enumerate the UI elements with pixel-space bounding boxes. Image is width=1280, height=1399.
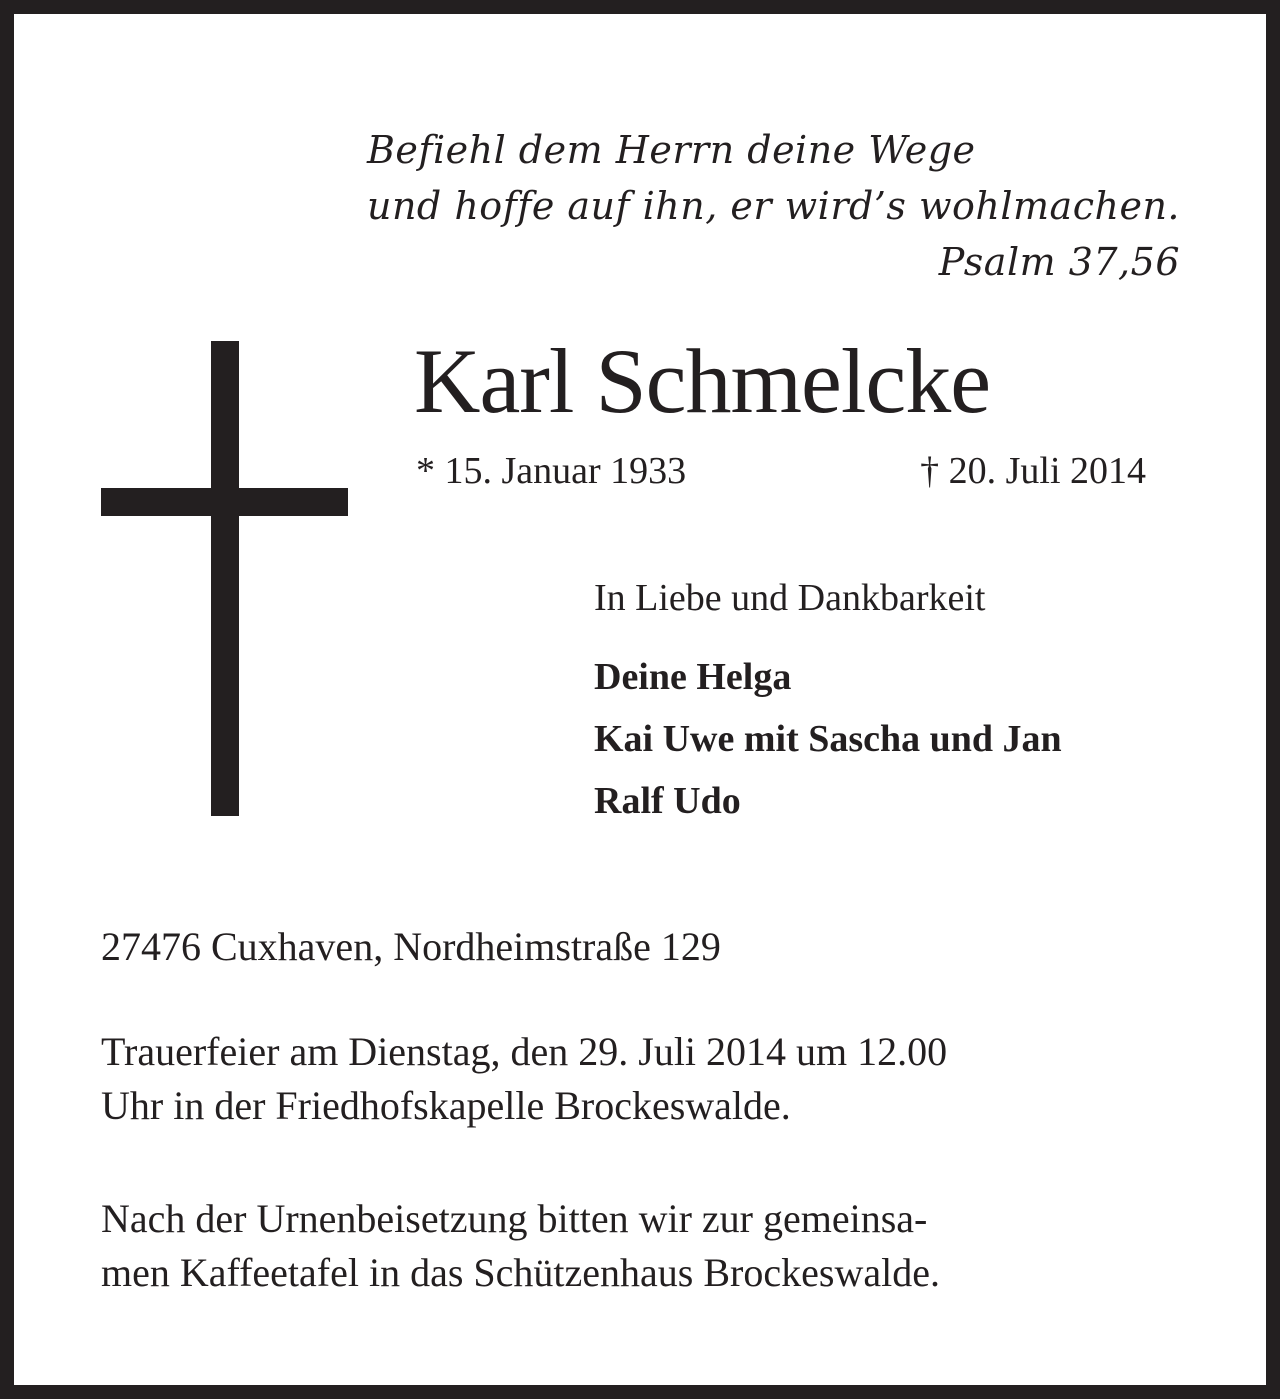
service-line-2: Uhr in der Friedhofskapelle Brockeswalde. (101, 1083, 791, 1128)
address: 27476 Cuxhaven, Nordheimstraße 129 (101, 924, 721, 969)
verse-reference: Psalm 37,56 (938, 240, 1180, 284)
cross-vertical-bar (211, 341, 239, 816)
verse-line-2: und hoffe auf ihn, er wird’s wohlmachen. (366, 184, 1180, 228)
funeral-service-notice (101, 1025, 947, 1133)
mourner: Deine Helga (594, 656, 792, 698)
death-date: † 20. Juli 2014 (920, 450, 1146, 492)
deceased-name: Karl Schmelcke (414, 330, 991, 432)
bible-verse (367, 122, 1180, 290)
reception-line-2: men Kaffeetafel in das Schützenhaus Brockeswalde. (101, 1250, 940, 1295)
reception-notice (101, 1192, 940, 1300)
closing-thanks: In Liebe und Dankbarkeit (594, 577, 986, 619)
verse-line-1: Befiehl dem Herrn deine Wege (366, 128, 976, 172)
mourner: Kai Uwe mit Sascha und Jan (594, 718, 1062, 760)
reception-line-1: Nach der Urnenbeisetzung bitten wir zur gemeinsa- (101, 1196, 928, 1241)
mourner: Ralf Udo (594, 780, 741, 822)
birth-date: * 15. Januar 1933 (416, 450, 687, 492)
cross-horizontal-bar (101, 488, 348, 516)
mourners-list (594, 646, 1062, 832)
service-line-1: Trauerfeier am Dienstag, den 29. Juli 2014 um 12.00 (101, 1029, 948, 1074)
